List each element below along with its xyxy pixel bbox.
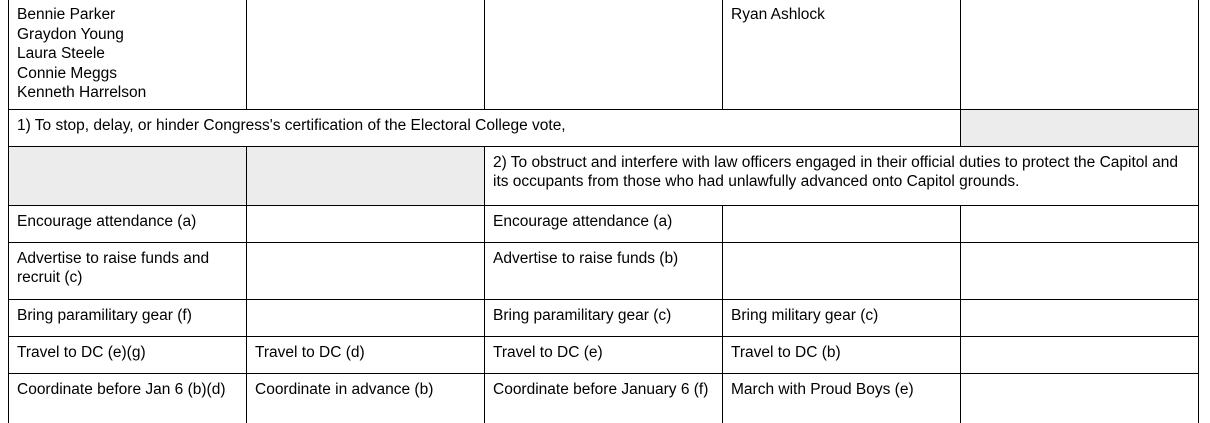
table-cell (723, 205, 961, 242)
objective-row-1 (9, 109, 1199, 146)
table-row (9, 242, 1199, 299)
table-cell: Encourage attendance (a) (9, 205, 247, 242)
shaded-cell (961, 109, 1199, 146)
table-cell (247, 299, 485, 336)
table-cell: Coordinate before January 6 (f) (485, 373, 723, 423)
table-cell: Travel to DC (d) (247, 336, 485, 373)
table-row (9, 299, 1199, 336)
table-cell (961, 242, 1199, 299)
person-name: Kenneth Harrelson (17, 84, 147, 101)
table-cell: Advertise to raise funds (b) (485, 242, 723, 299)
person-name: Bennie Parker (17, 6, 116, 23)
table-cell: Travel to DC (e) (485, 336, 723, 373)
table-cell: Travel to DC (b) (723, 336, 961, 373)
comparison-table (8, 0, 1199, 423)
table-cell (961, 373, 1199, 423)
table-cell: Coordinate before Jan 6 (b)(d) (9, 373, 247, 423)
table-cell: Advertise to raise funds and recruit (c) (9, 242, 247, 299)
table-cell (723, 242, 961, 299)
names-cell-col2 (247, 0, 485, 109)
table-cell: Coordinate in advance (b) (247, 373, 485, 423)
shaded-cell (9, 146, 247, 205)
table-cell: Encourage attendance (a) (485, 205, 723, 242)
names-cell-col1 (9, 0, 247, 109)
person-name: Connie Meggs (17, 64, 117, 82)
objective-2-cell: 2) To obstruct and interfere with law officers engaged in their official duties to protect the Capitol and its occupants from those who had unlawfully advanced onto Capitol grounds. (485, 146, 1199, 205)
table-cell (961, 205, 1199, 242)
person-name: Laura Steele (17, 45, 105, 62)
table-cell (247, 205, 485, 242)
names-cell-col5 (961, 0, 1199, 109)
table-cell: Travel to DC (e)(g) (9, 336, 247, 373)
names-row (9, 0, 1199, 109)
table-cell: March with Proud Boys (e) (723, 373, 961, 423)
person-name: Graydon Young (17, 25, 124, 43)
table-cell (961, 336, 1199, 373)
person-name: Ryan Ashlock (731, 6, 825, 23)
shaded-cell (247, 146, 485, 205)
table-row (9, 373, 1199, 423)
table-row (9, 205, 1199, 242)
names-cell-col4 (723, 0, 961, 109)
table-cell (961, 299, 1199, 336)
table-row (9, 336, 1199, 373)
objective-row-2 (9, 146, 1199, 205)
table-cell: Bring military gear (c) (723, 299, 961, 336)
names-cell-col3 (485, 0, 723, 109)
table-cell (247, 242, 485, 299)
table-cell: Bring paramilitary gear (c) (485, 299, 723, 336)
objective-1-cell: 1) To stop, delay, or hinder Congress's certification of the Electoral College vote, (9, 109, 961, 146)
table-cell: Bring paramilitary gear (f) (9, 299, 247, 336)
